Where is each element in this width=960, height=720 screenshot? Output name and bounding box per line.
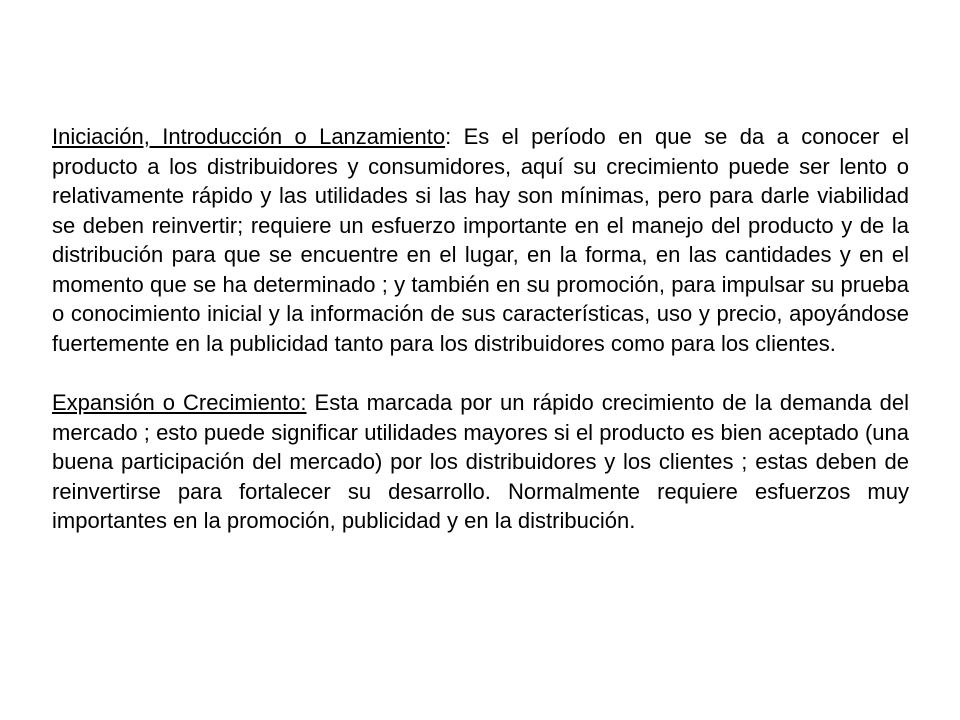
definition-introduction: : Es el período en que se da a conocer el producto a los distribuidores y consumidores, aquí su crecimiento puede ser lento o relativamente rápido y las utilidades si las hay son mínimas, pero para darle viabilidad se deben reinvertir; requiere un esfuerzo importante en el manejo del producto y de la distribución para que se encuentre en el lugar, en la forma, en las cantidades y en el momento que se ha determinado ; y también en su promoción, para impulsar su prueba o conocimiento inicial y la información de sus características, uso y precio, apoyándose fuertemente en la publicidad tanto para los distribuidores como para los clientes.	[52, 124, 909, 356]
paragraph-introduction	[52, 122, 909, 358]
term-introduction: Iniciación, Introducción o Lanzamiento	[52, 124, 446, 149]
definition-expansion: Esta marcada por un rápido crecimiento de la demanda del mercado ; esto puede significar utilidades mayores si el producto es bien aceptado (una buena participación del mercado) por los distribuidores y los clientes ; estas deben de reinvertirse para fortalecer su desarrollo. Normalmente requiere esfuerzos muy importantes en la promoción, publicidad y en la distribución.	[52, 390, 909, 533]
paragraph-expansion	[52, 388, 909, 536]
slide-body	[52, 122, 909, 536]
term-expansion: Expansión o Crecimiento:	[52, 390, 307, 415]
